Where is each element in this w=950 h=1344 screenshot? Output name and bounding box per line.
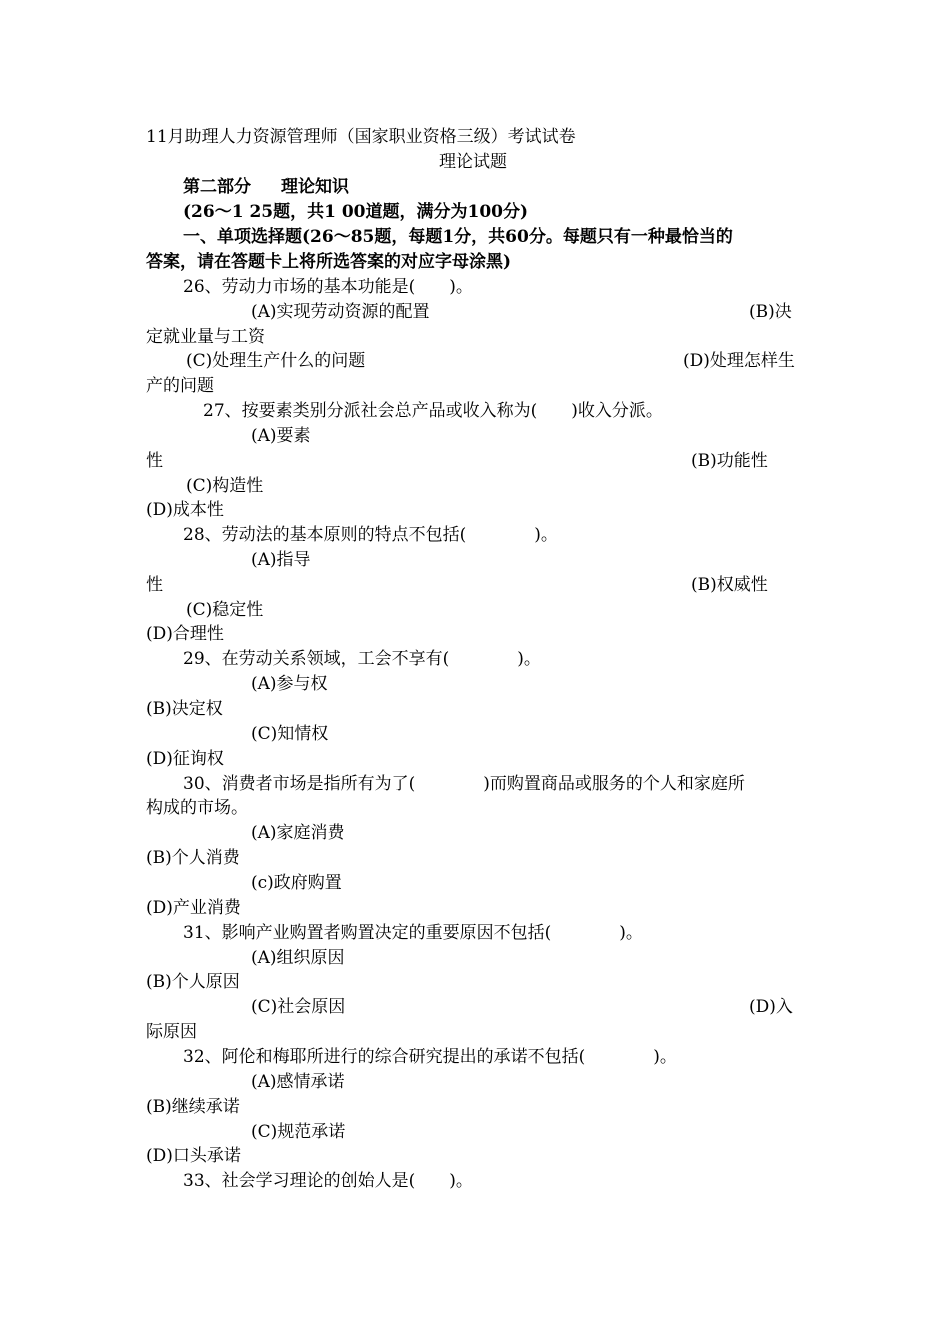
question-30-option-c: (c)政府购置	[251, 873, 342, 893]
question-30-option-b: (B)个人消费	[146, 848, 240, 868]
question-32-option-a: (A)感情承诺	[251, 1072, 345, 1092]
section-heading-line1: 一、单项选择题(26～85题，每题1分，共60分。每题只有一种最恰当的	[183, 227, 733, 247]
question-31-option-c: (C)社会原因	[251, 997, 346, 1017]
question-29-option-b: (B)决定权	[146, 699, 223, 719]
question-27-option-a-wrap: 性	[146, 451, 163, 471]
document-subtitle: 理论试题	[439, 152, 507, 172]
question-28-option-d: (D)合理性	[146, 624, 224, 644]
question-29-stem: 29、在劳动关系领域，工会不享有( )。	[183, 649, 541, 669]
question-32-option-d: (D)口头承诺	[146, 1146, 241, 1166]
question-27-option-d: (D)成本性	[146, 500, 224, 520]
question-31-stem: 31、影响产业购置者购置决定的重要原因不包括( )。	[183, 923, 643, 943]
question-27-option-b: (B)功能性	[691, 451, 768, 471]
question-28-option-c: (C)稳定性	[186, 600, 264, 620]
question-26-option-b: (B)决	[749, 302, 792, 322]
section-heading-line2: 答案，请在答题卡上将所选答案的对应字母涂黑)	[146, 252, 512, 272]
question-27-option-a: (A)要素	[251, 426, 311, 446]
question-30-option-a: (A)家庭消费	[251, 823, 345, 843]
question-30-stem: 30、消费者市场是指所有为了( )而购置商品或服务的个人和家庭所	[183, 774, 745, 794]
question-26-option-d: (D)处理怎样生	[683, 351, 795, 371]
range-note: (26～1 25题，共1 00道题，满分为100分)	[183, 202, 529, 222]
question-32-option-c: (C)规范承诺	[251, 1122, 346, 1142]
question-28-stem: 28、劳动法的基本原则的特点不包括( )。	[183, 525, 558, 545]
question-30-stem-wrap: 构成的市场。	[146, 798, 248, 818]
question-32-stem: 32、阿伦和梅耶所进行的综合研究提出的承诺不包括( )。	[183, 1047, 677, 1067]
question-26-option-d-wrap: 产的问题	[146, 376, 214, 396]
question-33-stem: 33、社会学习理论的创始人是( )。	[183, 1171, 473, 1191]
question-28-option-a: (A)指导	[251, 550, 311, 570]
question-27-option-c: (C)构造性	[186, 476, 264, 496]
part-heading	[183, 176, 349, 198]
question-29-option-d: (D)征询权	[146, 749, 224, 769]
question-26-option-b-wrap: 定就业量与工资	[146, 327, 265, 347]
question-31-option-b: (B)个人原因	[146, 972, 240, 992]
question-28-option-a-wrap: 性	[146, 575, 163, 595]
question-29-option-a: (A)参与权	[251, 674, 328, 694]
question-31-option-a: (A)组织原因	[251, 948, 345, 968]
question-32-option-b: (B)继续承诺	[146, 1097, 240, 1117]
document-title: 11月助理人力资源管理师（国家职业资格三级）考试试卷	[146, 127, 576, 147]
part-number: 第二部分	[183, 177, 251, 197]
question-27-stem: 27、按要素类别分派社会总产品或收入称为( )收入分派。	[203, 401, 663, 421]
question-29-option-c: (C)知情权	[251, 724, 329, 744]
question-31-option-d-wrap: 际原因	[146, 1022, 197, 1042]
part-name: 理论知识	[281, 177, 349, 197]
question-28-option-b: (B)权威性	[691, 575, 768, 595]
question-26-option-a: (A)实现劳动资源的配置	[251, 302, 430, 322]
question-30-option-d: (D)产业消费	[146, 898, 241, 918]
question-26-stem: 26、劳动力市场的基本功能是( )。	[183, 277, 473, 297]
question-31-option-d: (D)入	[749, 997, 793, 1017]
question-26-option-c: (C)处理生产什么的问题	[186, 351, 366, 371]
